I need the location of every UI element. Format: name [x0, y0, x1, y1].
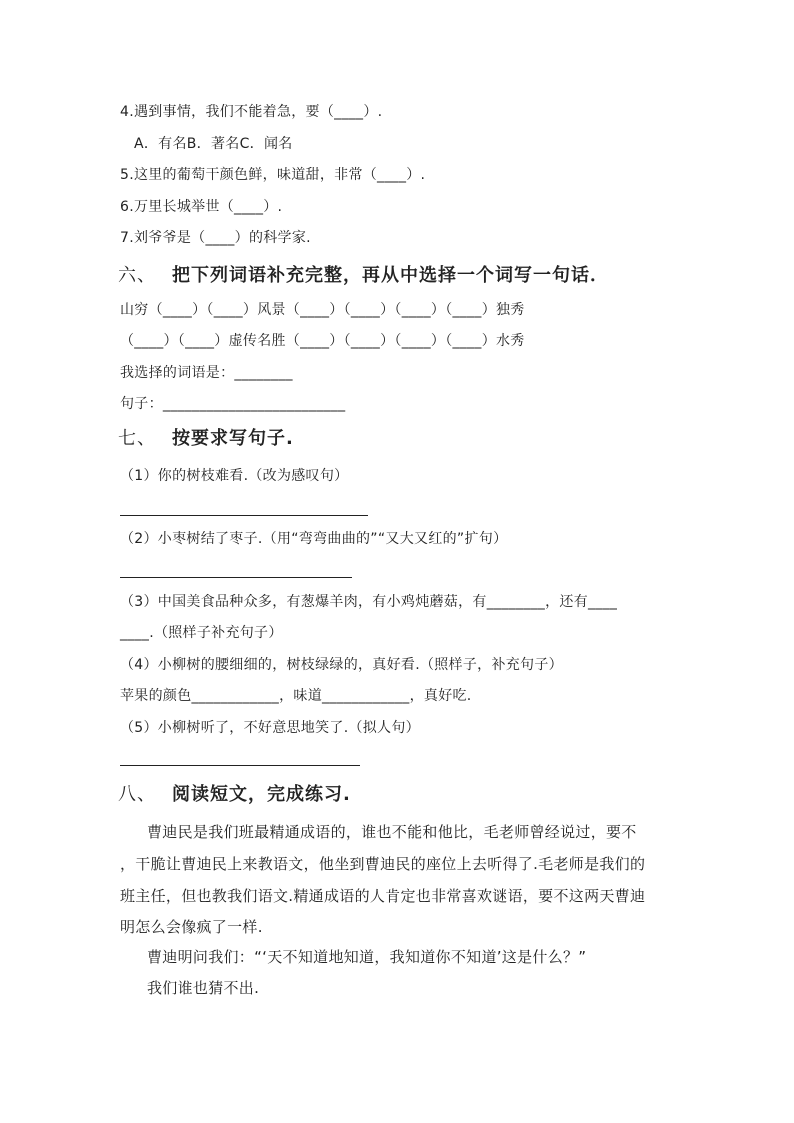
- answer-options: A．有名B．著名C．闻名: [134, 136, 293, 152]
- section-7-title: 按要求写句子.: [172, 428, 294, 449]
- question-7: 7.刘爷爷是（____）的科学家.: [120, 230, 311, 246]
- section-6-heading: [118, 264, 609, 288]
- idiom-row-2: （____）（____）虚传名胜（____）（____）（____）（____）水秀: [120, 333, 525, 349]
- passage-line-5: 曹迪明问我们：“‘天不知道地知道，我知道你不知道’这是什么？”: [147, 948, 587, 966]
- answer-rule-2: [120, 577, 352, 578]
- chosen-word-line: 我选择的词语是：________: [120, 365, 293, 381]
- question-5: 5.这里的葡萄干颜色鲜，味道甜，非常（____）.: [120, 167, 426, 183]
- answer-rule-1: [120, 515, 368, 516]
- item-4: （4）小柳树的腰细细的，树枝绿绿的，真好看.（照样子，补充句子）: [120, 657, 563, 673]
- sentence-line: 句子：_________________________: [120, 396, 346, 412]
- item-4-fill: 苹果的颜色____________，味道____________，真好吃.: [120, 688, 472, 704]
- section-7-heading: [118, 427, 294, 451]
- item-3: （3）中国美食品种众多，有葱爆羊肉，有小鸡炖蘑菇，有________，还有____: [120, 594, 618, 610]
- item-5: （5）小柳树听了，不好意思地笑了.（拟人句）: [120, 720, 420, 736]
- section-8-heading: [118, 783, 351, 807]
- passage-line-2: ，干脆让曹迪民上来教语文，他坐到曹迪民的座位上去听得了.毛老师是我们的: [120, 855, 646, 873]
- idiom-row-1: 山穷（____）（____）风景（____）（____）（____）（____）独秀: [120, 302, 525, 318]
- item-3-continued: ____.（照样子补充句子）: [120, 625, 283, 641]
- question-6: 6.万里长城举世（____）.: [120, 199, 283, 215]
- section-8-title: 阅读短文，完成练习.: [172, 784, 351, 805]
- question-4: 4.遇到事情，我们不能着急，要（____）.: [120, 104, 383, 120]
- passage-line-6: 我们谁也猜不出.: [147, 979, 260, 997]
- passage-line-4: 明怎么会像疯了一样.: [120, 918, 263, 936]
- item-2: （2）小枣树结了枣子.（用“弯弯曲曲的”“又大又红的”扩句）: [120, 531, 508, 547]
- item-1: （1）你的树枝难看.（改为感叹句）: [120, 468, 349, 484]
- section-6-title: 把下列词语补充完整，再从中选择一个词写一句话．: [172, 265, 609, 286]
- passage-line-1: 曹迪民是我们班最精通成语的，谁也不能和他比，毛老师曾经说过，要不: [147, 823, 637, 841]
- section-6-number: 六、: [118, 265, 156, 286]
- section-8-number: 八、: [118, 784, 156, 805]
- passage-line-3: 班主任，但也教我们语文.精通成语的人肯定也非常喜欢谜语，要不这两天曹迪: [120, 887, 646, 905]
- section-7-number: 七、: [118, 428, 156, 449]
- answer-rule-5: [120, 765, 360, 766]
